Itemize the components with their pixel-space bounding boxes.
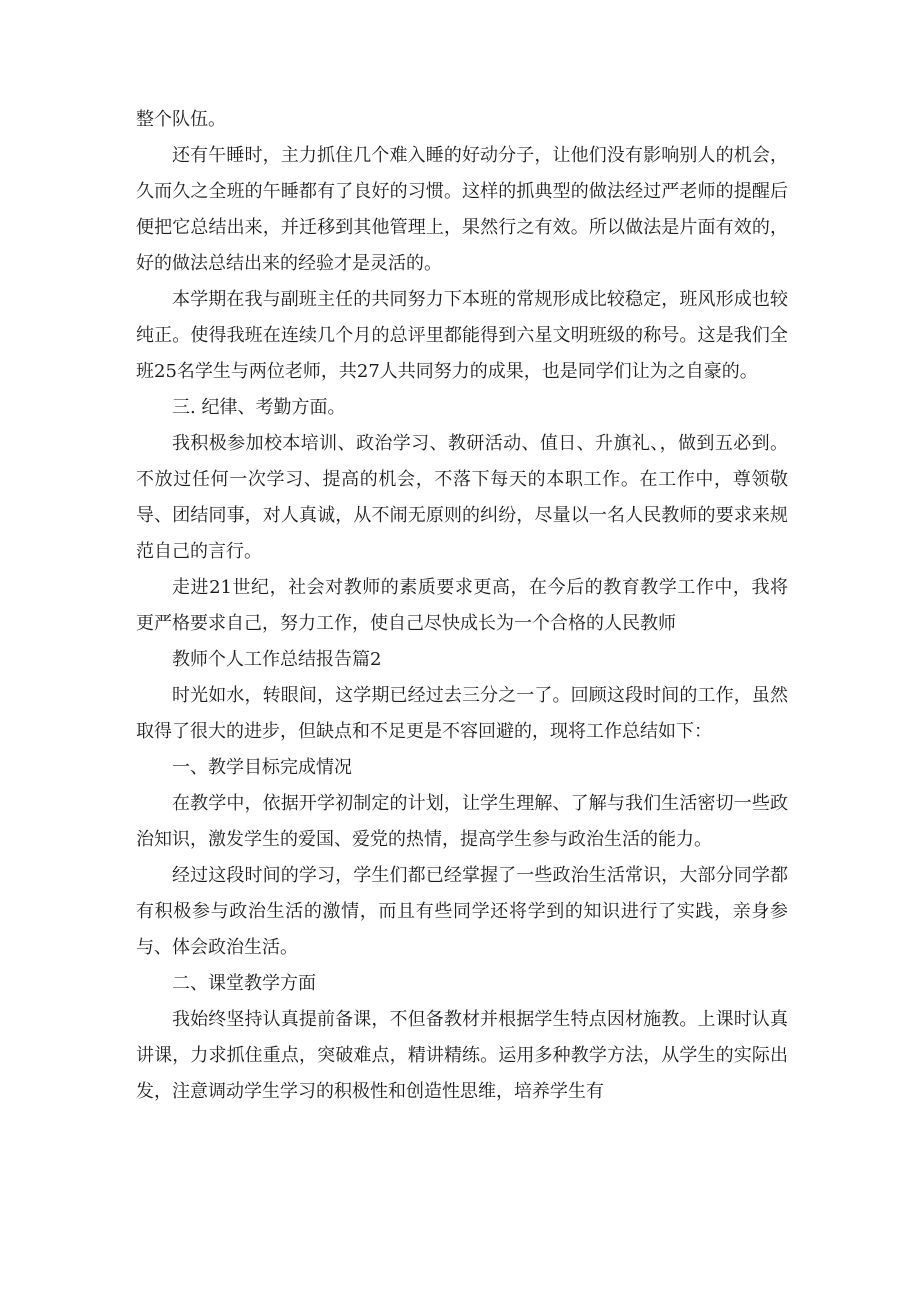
article-title-part-2: 教师个人工作总结报告篇2: [172, 649, 382, 670]
paragraph-21st-century: 走进21世纪，社会对教师的素质要求更高，在今后的教育教学工作中，我将更严格要求自己，努力工作，使自己尽快成长为一个合格的人民教师: [136, 577, 788, 634]
paragraph-intro: 时光如水，转眼间，这学期已经过去三分之一了。回顾这段时间的工作，虽然取得了很大的进步，但缺点和不足更是不容回避的，现将工作总结如下：: [136, 685, 788, 742]
paragraph-lesson-prep: 我始终坚持认真提前备课，不但备教材并根据学生特点因材施教。上课时认真讲课，力求抓住重点，突破难点，精讲精练。运用多种教学方法，从学生的实际出发，注意调动学生学习的积极性和创造性思维，培养学生有: [136, 1009, 788, 1102]
section-heading-discipline: 三. 纪律、考勤方面。: [172, 397, 346, 418]
section-heading-teaching-goals: 一、教学目标完成情况: [172, 757, 352, 778]
paragraph-training: 我积极参加校本培训、政治学习、教研活动、值日、升旗礼、，做到五必到。不放过任何一次学习、提高的机会，不落下每天的本职工作。在工作中，尊领敬导、团结同事，对人真诚，从不闹无原则的纠纷，尽量以一名人民教师的要求来规范自己的言行。: [136, 433, 788, 562]
section-heading-classroom: 二、课堂教学方面: [172, 973, 316, 994]
paragraph-teaching-plan: 在教学中，依据开学初制定的计划，让学生理解、了解与我们生活密切一些政治知识，激发学生的爱国、爱党的热情，提高学生参与政治生活的能力。: [136, 793, 788, 850]
paragraph-continuation: 整个队伍。: [136, 109, 226, 130]
document-body: [136, 102, 788, 1110]
paragraph-nap-management: 还有午睡时，主力抓住几个难入睡的好动分子，让他们没有影响别人的机会，久而久之全班的午睡都有了良好的习惯。这样的抓典型的做法经过严老师的提醒后便把它总结出来，并迁移到其他管理上，果然行之有效。所以做法是片面有效的，好的做法总结出来的经验才是灵活的。: [136, 145, 788, 274]
paragraph-learning-results: 经过这段时间的学习，学生们都已经掌握了一些政治生活常识，大部分同学都有积极参与政治生活的激情，而且有些同学还将学到的知识进行了实践，亲身参与、体会政治生活。: [136, 865, 788, 958]
paragraph-class-routine: 本学期在我与副班主任的共同努力下本班的常规形成比较稳定，班风形成也较纯正。使得我班在连续几个月的总评里都能得到六星文明班级的称号。这是我们全班25名学生与两位老师，共27人共同努力的成果，也是同学们让为之自豪的。: [136, 289, 788, 382]
